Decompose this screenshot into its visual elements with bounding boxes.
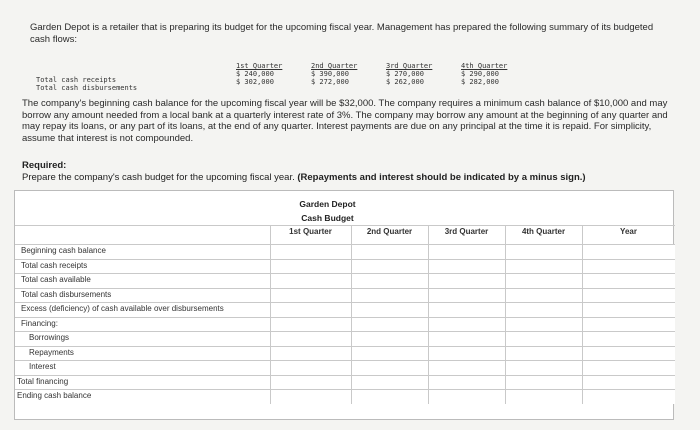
amount-cell[interactable] — [270, 332, 351, 346]
amount-cell[interactable] — [428, 303, 505, 317]
amount-cell[interactable] — [270, 245, 351, 259]
column-header: Year — [620, 227, 637, 236]
summary-disbursements: $ 262,000 — [386, 78, 424, 86]
summary-receipts: $ 240,000 — [236, 70, 274, 78]
sheet-title: Cash Budget — [301, 213, 354, 223]
amount-input[interactable] — [352, 394, 428, 408]
amount-input[interactable] — [506, 394, 582, 408]
amount-cell[interactable] — [582, 245, 675, 259]
summary-col-header: 3rd Quarter — [386, 62, 433, 70]
summary-row-label: Total cash receipts — [36, 76, 117, 84]
column-divider — [428, 226, 429, 245]
problem-paragraph: The company's beginning cash balance for the upcoming fiscal year will be $32,000. The company requires a minimum cash balance of $10,000 and may borrow any amount needed from a local bank at a quarterly interest rate of 3%. The company may borrow any amount at the beginning of any quarter and may repay its loans, or any part of its loans, at the end of any quarter. Interest payments are due on any principal at the time it is repaid. For simplicity, assume that interest is not compounded. — [22, 98, 668, 144]
required-note: (Repayments and interest should be indicated by a minus sign.) — [297, 171, 586, 183]
amount-cell[interactable] — [582, 376, 675, 390]
amount-cell[interactable] — [351, 361, 428, 375]
amount-cell[interactable] — [505, 260, 582, 274]
amount-cell[interactable] — [351, 347, 428, 361]
amount-cell[interactable] — [582, 390, 675, 404]
summary-disbursements: $ 302,000 — [236, 78, 274, 86]
required-heading: Required: — [22, 160, 67, 171]
amount-cell[interactable] — [505, 289, 582, 303]
header-row — [15, 225, 675, 244]
amount-cell — [428, 318, 505, 332]
amount-cell[interactable] — [270, 390, 351, 404]
amount-cell[interactable] — [582, 303, 675, 317]
amount-cell[interactable] — [428, 376, 505, 390]
required-text: Prepare the company's cash budget for the upcoming fiscal year. — [22, 171, 295, 183]
summary-column — [461, 62, 536, 86]
column-divider — [270, 226, 271, 245]
amount-cell[interactable] — [270, 347, 351, 361]
amount-cell[interactable] — [351, 376, 428, 390]
summary-receipts: $ 290,000 — [461, 70, 499, 78]
row-label: Ending cash balance — [17, 391, 92, 400]
row-label: Excess (deficiency) of cash available over disbursements — [21, 304, 224, 313]
amount-cell[interactable] — [582, 332, 675, 346]
summary-col-header: 4th Quarter — [461, 62, 508, 70]
amount-cell[interactable] — [351, 260, 428, 274]
row-label: Total cash available — [21, 275, 91, 284]
budget-row — [15, 389, 675, 404]
amount-cell[interactable] — [505, 376, 582, 390]
amount-cell[interactable] — [428, 361, 505, 375]
column-header: 1st Quarter — [289, 227, 332, 236]
summary-column — [236, 62, 311, 86]
amount-cell[interactable] — [270, 274, 351, 288]
amount-cell[interactable] — [351, 289, 428, 303]
budget-row — [15, 259, 675, 274]
amount-cell[interactable] — [351, 390, 428, 404]
budget-row — [15, 244, 675, 259]
amount-cell[interactable] — [505, 347, 582, 361]
amount-input[interactable] — [429, 394, 505, 408]
budget-row — [15, 375, 675, 390]
amount-cell[interactable] — [428, 260, 505, 274]
amount-cell — [351, 318, 428, 332]
summary-row-label: Total cash disbursements — [36, 84, 138, 92]
amount-cell[interactable] — [505, 332, 582, 346]
amount-cell[interactable] — [505, 390, 582, 404]
budget-row — [15, 317, 675, 332]
budget-row — [15, 331, 675, 346]
summary-receipts: $ 270,000 — [386, 70, 424, 78]
amount-cell[interactable] — [428, 332, 505, 346]
amount-cell[interactable] — [582, 260, 675, 274]
summary-receipts: $ 390,000 — [311, 70, 349, 78]
required-section — [22, 160, 682, 183]
sheet-company: Garden Depot — [299, 199, 356, 209]
amount-input[interactable] — [271, 394, 351, 408]
row-label: Total cash disbursements — [21, 289, 112, 299]
amount-cell[interactable] — [505, 303, 582, 317]
amount-cell[interactable] — [270, 303, 351, 317]
column-divider — [582, 226, 583, 245]
amount-cell[interactable] — [428, 347, 505, 361]
summary-disbursements: $ 282,000 — [461, 78, 499, 86]
budget-row — [15, 346, 675, 361]
budget-row — [15, 288, 675, 303]
amount-cell[interactable] — [505, 274, 582, 288]
budget-row — [15, 273, 675, 288]
summary-column — [386, 62, 461, 86]
problem-intro: Garden Depot is a retailer that is preparing its budget for the upcoming fiscal year. Management has prepared the following summary of its budgeted cash flows: — [30, 22, 654, 45]
amount-cell[interactable] — [428, 245, 505, 259]
amount-cell[interactable] — [505, 361, 582, 375]
amount-cell[interactable] — [351, 245, 428, 259]
column-header: 3rd Quarter — [444, 227, 489, 236]
row-label: Financing: — [21, 318, 58, 328]
column-header: 2nd Quarter — [366, 227, 413, 236]
amount-cell[interactable] — [582, 289, 675, 303]
row-label: Repayments — [29, 347, 74, 357]
amount-cell[interactable] — [582, 361, 675, 375]
amount-cell[interactable] — [351, 303, 428, 317]
amount-cell[interactable] — [351, 332, 428, 346]
amount-cell[interactable] — [270, 289, 351, 303]
summary-column — [311, 62, 386, 86]
summary-col-header: 1st Quarter — [236, 62, 283, 70]
column-divider — [351, 226, 352, 245]
row-label: Borrowings — [29, 333, 70, 342]
amount-cell[interactable] — [270, 361, 351, 375]
amount-cell[interactable] — [351, 274, 428, 288]
budget-row — [15, 302, 675, 317]
amount-cell — [582, 318, 675, 332]
amount-cell[interactable] — [582, 347, 675, 361]
amount-cell[interactable] — [428, 274, 505, 288]
amount-cell[interactable] — [582, 274, 675, 288]
row-label: Total cash receipts — [21, 260, 88, 270]
amount-cell — [505, 318, 582, 332]
amount-cell — [270, 318, 351, 332]
amount-cell[interactable] — [270, 260, 351, 274]
cash-budget-worksheet — [14, 190, 674, 420]
summary-disbursements: $ 272,000 — [311, 78, 349, 86]
column-header: 4th Quarter — [521, 227, 566, 236]
row-label: Beginning cash balance — [21, 246, 106, 255]
amount-cell[interactable] — [270, 376, 351, 390]
summary-row-labels — [36, 76, 137, 92]
row-label: Total financing — [17, 376, 69, 386]
amount-cell[interactable] — [428, 390, 505, 404]
amount-cell[interactable] — [428, 289, 505, 303]
amount-input[interactable] — [583, 394, 675, 408]
amount-cell[interactable] — [505, 245, 582, 259]
column-divider — [505, 226, 506, 245]
row-label: Interest — [29, 362, 56, 371]
budget-row — [15, 360, 675, 375]
summary-col-header: 2nd Quarter — [311, 62, 358, 70]
